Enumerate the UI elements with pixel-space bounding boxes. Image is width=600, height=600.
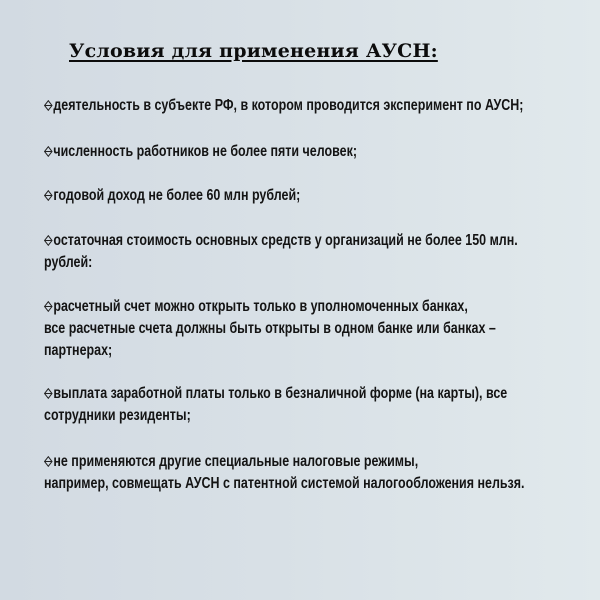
condition-item bbox=[44, 185, 300, 207]
condition-text: сотрудники резиденты; bbox=[44, 407, 191, 424]
condition-item bbox=[44, 383, 507, 427]
condition-text: не применяются другие специальные налоговые режимы, bbox=[53, 453, 419, 470]
condition-text: численность работников не более пяти человек; bbox=[53, 143, 357, 160]
diamond-bullet-icon bbox=[44, 388, 53, 399]
condition-text: остаточная стоимость основных средств у организаций не более 150 млн. bbox=[53, 232, 518, 249]
condition-item bbox=[44, 296, 496, 362]
diamond-bullet-icon bbox=[44, 456, 53, 467]
condition-text: расчетный счет можно открыть только в уполномоченных банках, bbox=[53, 298, 468, 315]
condition-text: например, совмещать АУСН с патентной системой налогообложения нельзя. bbox=[44, 475, 525, 492]
condition-text: все расчетные счета должны быть открыты в одном банке или банках – bbox=[44, 320, 496, 337]
condition-item bbox=[44, 230, 518, 274]
diamond-bullet-icon bbox=[44, 235, 53, 246]
diamond-bullet-icon bbox=[44, 190, 53, 201]
diamond-bullet-icon bbox=[44, 100, 53, 111]
diamond-bullet-icon bbox=[44, 146, 53, 157]
diamond-bullet-icon bbox=[44, 301, 53, 312]
condition-item bbox=[44, 141, 357, 163]
condition-item bbox=[44, 451, 525, 495]
condition-item bbox=[44, 95, 523, 117]
condition-text: партнерах; bbox=[44, 342, 113, 359]
condition-text: годовой доход не более 60 млн рублей; bbox=[53, 187, 301, 204]
page-title: Условия для применения АУСН: bbox=[69, 40, 438, 62]
condition-text: выплата заработной платы только в безналичной форме (на карты), все bbox=[53, 385, 508, 402]
condition-text: деятельность в субъекте РФ, в котором проводится эксперимент по АУСН; bbox=[53, 97, 524, 114]
condition-text: рублей: bbox=[44, 254, 93, 271]
